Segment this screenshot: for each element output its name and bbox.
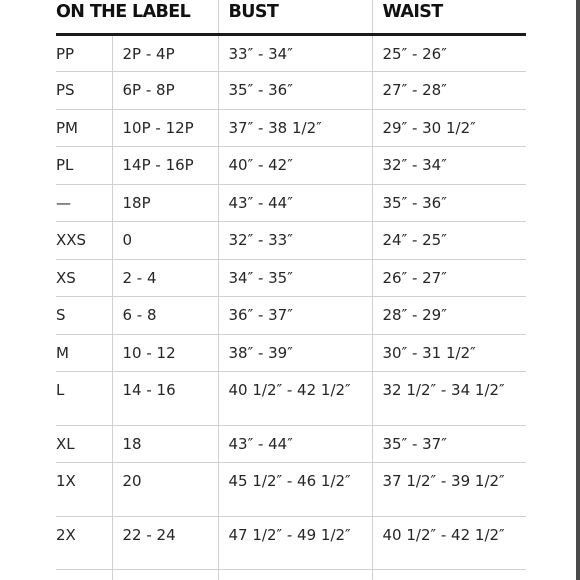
numeric-size: 20	[112, 463, 218, 517]
size-chart-table	[56, 0, 526, 580]
table-row	[56, 259, 526, 297]
size-label: M	[56, 334, 112, 372]
waist-measure: 35″ - 36″	[372, 184, 526, 222]
size-label: 1X	[56, 463, 112, 517]
bust-measure: 34″ - 35″	[218, 259, 372, 297]
table-row	[56, 516, 526, 570]
waist-measure: 32″ - 34″	[372, 147, 526, 185]
waist-measure: 37 1/2″ - 39 1/2″	[372, 463, 526, 517]
waist-measure: 27″ - 28″	[372, 72, 526, 110]
bust-measure: 35″ - 36″	[218, 72, 372, 110]
table-row	[56, 184, 526, 222]
size-label: —	[56, 184, 112, 222]
empty-cell	[372, 570, 526, 580]
table-row	[56, 72, 526, 110]
right-frame-edge	[576, 0, 580, 580]
numeric-size: 6P - 8P	[112, 72, 218, 110]
numeric-size: 10 - 12	[112, 334, 218, 372]
bust-measure: 47 1/2″ - 49 1/2″	[218, 516, 372, 570]
waist-measure: 30″ - 31 1/2″	[372, 334, 526, 372]
waist-measure: 29″ - 30 1/2″	[372, 109, 526, 147]
bust-measure: 38″ - 39″	[218, 334, 372, 372]
table-row	[56, 425, 526, 463]
numeric-size: 2 - 4	[112, 259, 218, 297]
size-label: L	[56, 372, 112, 426]
table-row	[56, 34, 526, 72]
waist-measure: 32 1/2″ - 34 1/2″	[372, 372, 526, 426]
header-waist: WAIST	[372, 0, 526, 34]
numeric-size: 0	[112, 222, 218, 260]
size-label: XXS	[56, 222, 112, 260]
bust-measure: 40″ - 42″	[218, 147, 372, 185]
numeric-size: 10P - 12P	[112, 109, 218, 147]
bust-measure: 37″ - 38 1/2″	[218, 109, 372, 147]
empty-cell	[56, 570, 112, 580]
table-row	[56, 147, 526, 185]
table-row-partial	[56, 570, 526, 580]
waist-measure: 28″ - 29″	[372, 297, 526, 335]
bust-measure: 43″ - 44″	[218, 184, 372, 222]
size-label: PL	[56, 147, 112, 185]
size-label: XL	[56, 425, 112, 463]
table-row	[56, 222, 526, 260]
bust-measure: 43″ - 44″	[218, 425, 372, 463]
table-row	[56, 334, 526, 372]
table-row	[56, 372, 526, 426]
waist-measure: 26″ - 27″	[372, 259, 526, 297]
empty-cell	[112, 570, 218, 580]
bust-measure: 32″ - 33″	[218, 222, 372, 260]
size-label: PP	[56, 34, 112, 72]
numeric-size: 18P	[112, 184, 218, 222]
waist-measure: 24″ - 25″	[372, 222, 526, 260]
table-row	[56, 463, 526, 517]
size-label: S	[56, 297, 112, 335]
bust-measure: 33″ - 34″	[218, 34, 372, 72]
numeric-size: 14 - 16	[112, 372, 218, 426]
waist-measure: 35″ - 37″	[372, 425, 526, 463]
numeric-size: 22 - 24	[112, 516, 218, 570]
numeric-size: 18	[112, 425, 218, 463]
waist-measure: 40 1/2″ - 42 1/2″	[372, 516, 526, 570]
table-row	[56, 109, 526, 147]
numeric-size: 2P - 4P	[112, 34, 218, 72]
header-bust: BUST	[218, 0, 372, 34]
size-label: 2X	[56, 516, 112, 570]
size-label: XS	[56, 259, 112, 297]
bust-measure: 45 1/2″ - 46 1/2″	[218, 463, 372, 517]
size-label: PS	[56, 72, 112, 110]
header-row	[56, 0, 526, 34]
bust-measure: 40 1/2″ - 42 1/2″	[218, 372, 372, 426]
bust-measure: 36″ - 37″	[218, 297, 372, 335]
numeric-size: 6 - 8	[112, 297, 218, 335]
size-label: PM	[56, 109, 112, 147]
table-row	[56, 297, 526, 335]
empty-cell	[218, 570, 372, 580]
waist-measure: 25″ - 26″	[372, 34, 526, 72]
numeric-size: 14P - 16P	[112, 147, 218, 185]
header-on-the-label: ON THE LABEL	[56, 0, 218, 34]
